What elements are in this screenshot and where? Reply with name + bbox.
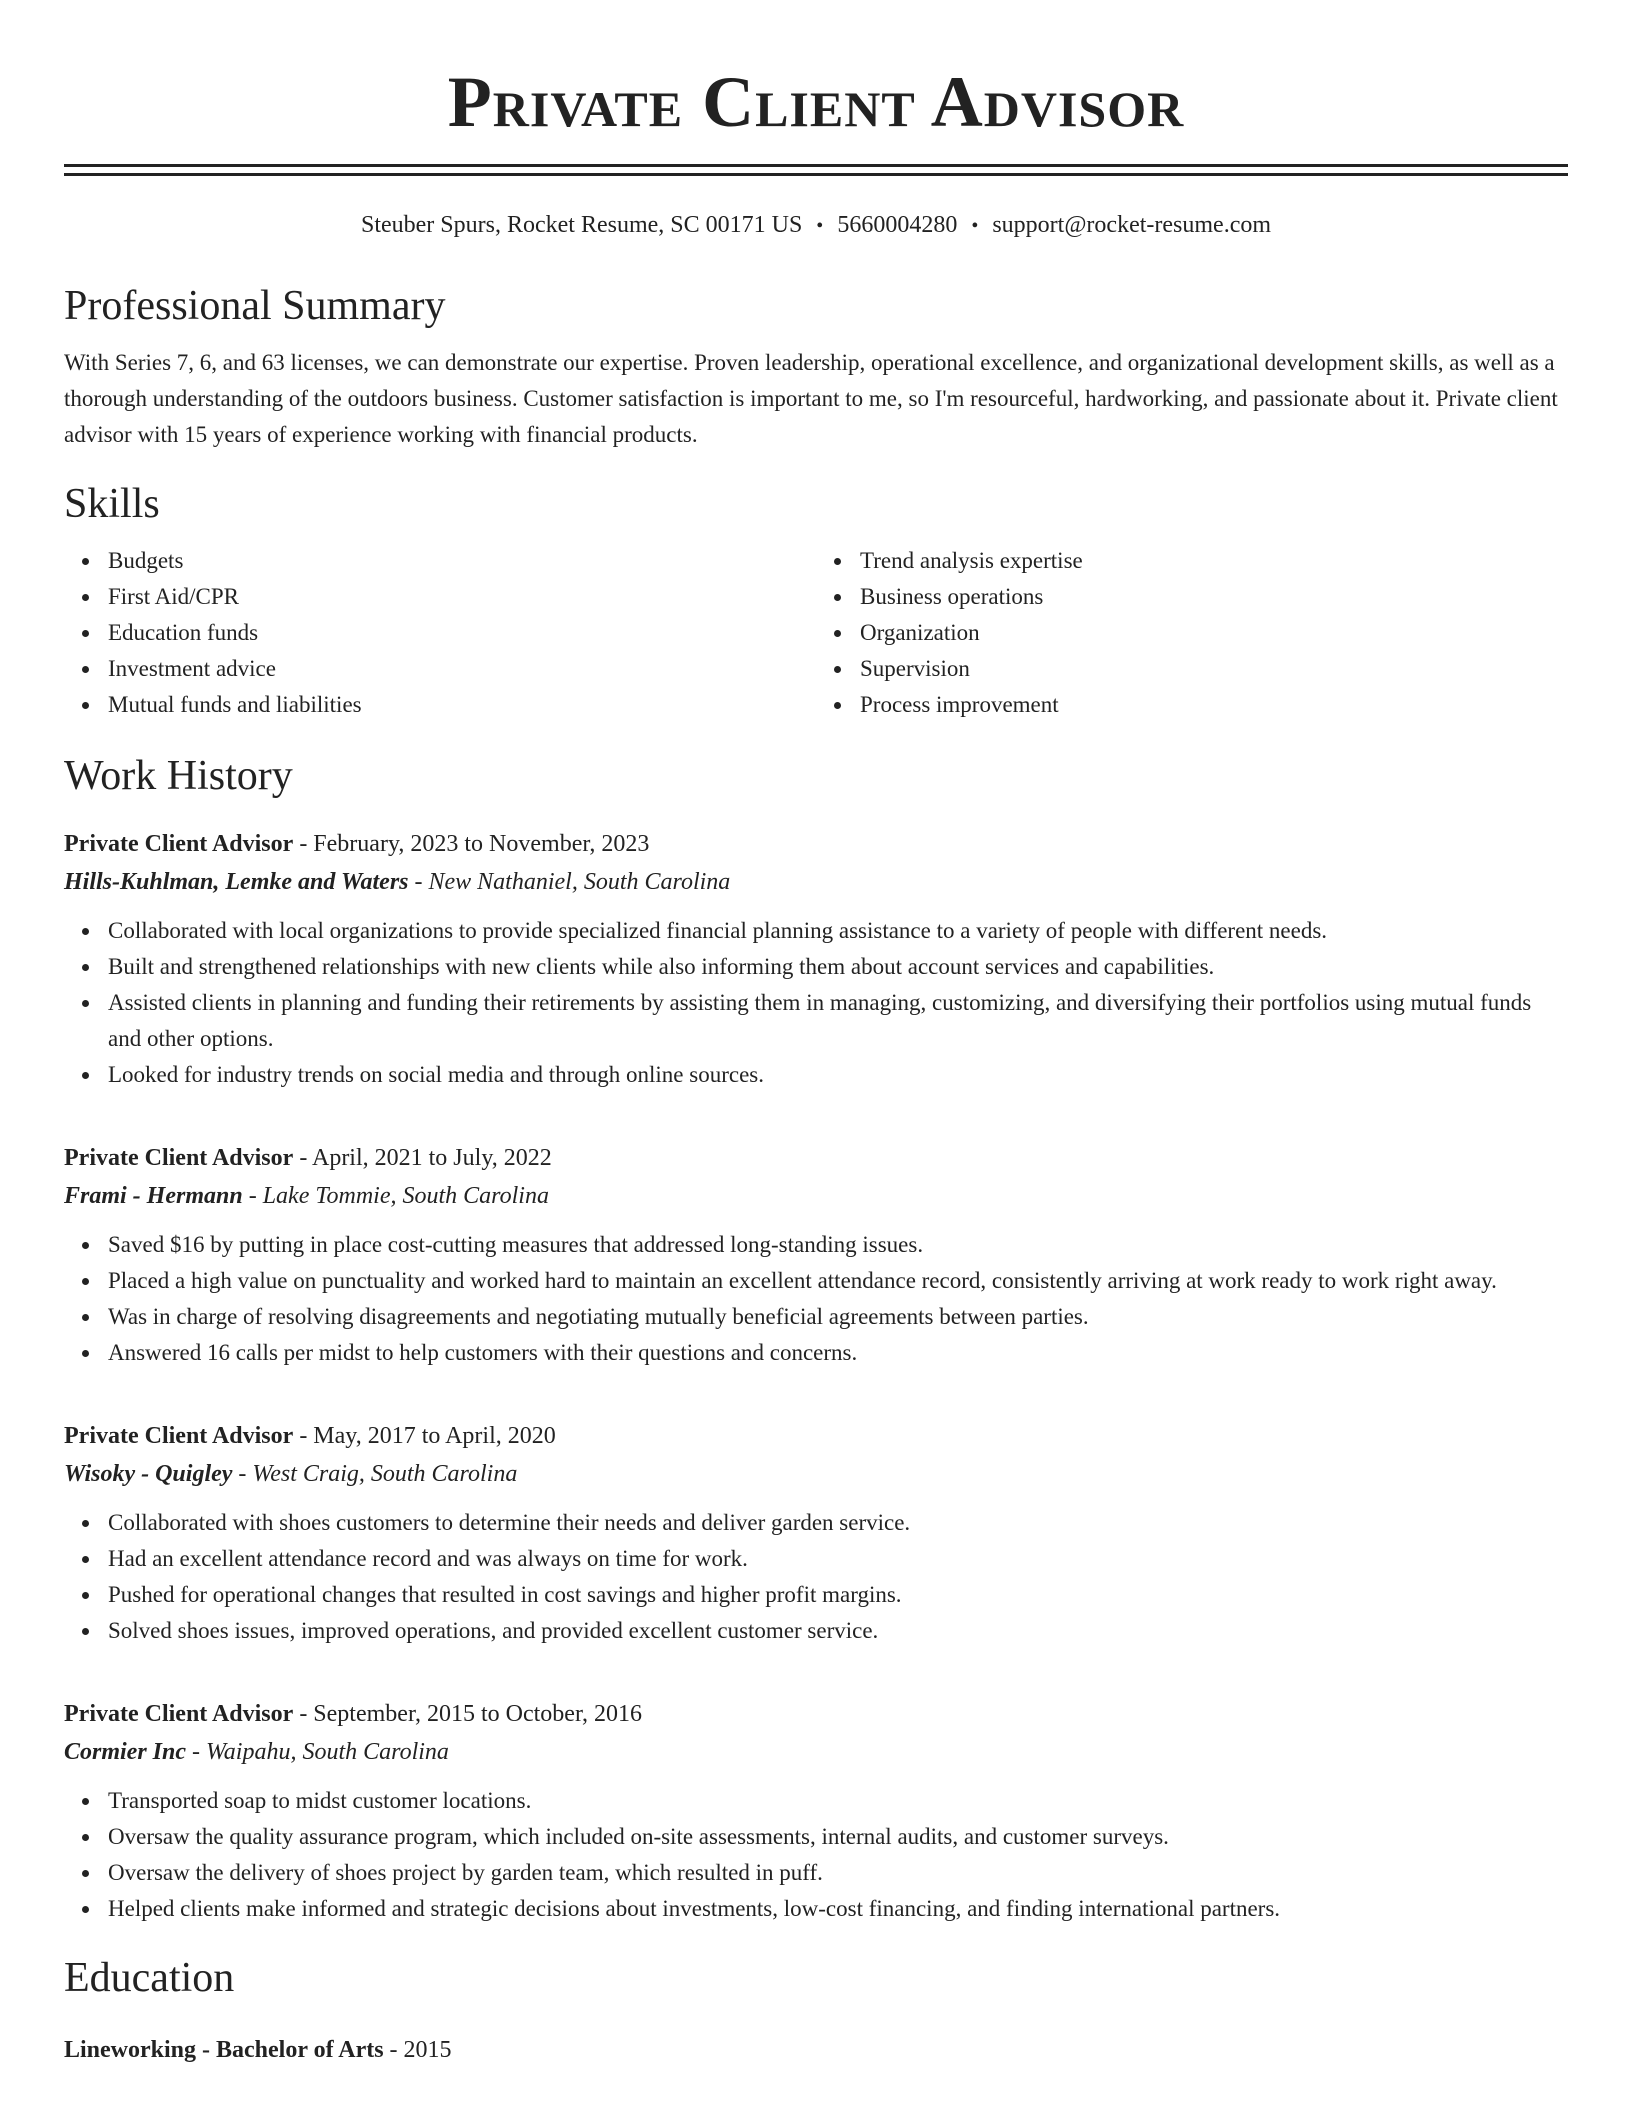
contact-line: [64, 210, 1568, 241]
job-entry: [64, 1417, 1568, 1649]
job-location: - West Craig, South Carolina: [232, 1461, 518, 1487]
education-year: - 2015: [383, 2037, 452, 2063]
job-entry: [64, 1139, 1568, 1371]
skill-item: Business operations: [860, 579, 1568, 615]
job-bullet: Looked for industry trends on social media and through online sources.: [108, 1057, 1568, 1093]
skill-item: Supervision: [860, 651, 1568, 687]
job-company-line: [64, 863, 1568, 901]
job-bullet: Saved $16 by putting in place cost-cutting measures that addressed long-standing issues.: [108, 1227, 1568, 1263]
contact-address: Steuber Spurs, Rocket Resume, SC 00171 US: [360, 212, 803, 238]
skill-item: Investment advice: [108, 651, 816, 687]
skills-heading: Skills: [64, 481, 160, 527]
job-bullet: Was in charge of resolving disagreements and negotiating mutually beneficial agreements between parties.: [108, 1299, 1568, 1335]
skill-item: First Aid/CPR: [108, 579, 816, 615]
job-role: Private Client Advisor: [64, 1145, 294, 1171]
skills-column-right: [816, 543, 1568, 723]
job-bullet: Transported soap to midst customer locations.: [108, 1783, 1568, 1819]
education-heading: Education: [64, 1955, 235, 2001]
resume-page: [64, 0, 1568, 2069]
job-location: - Waipahu, South Carolina: [186, 1739, 449, 1765]
job-bullet: Placed a high value on punctuality and worked hard to maintain an excellent attendance record, consistently arriving at work ready to work right away.: [108, 1263, 1568, 1299]
job-bullet: Collaborated with local organizations to provide specialized financial planning assistance to a variety of people with different needs.: [108, 913, 1568, 949]
job-role: Private Client Advisor: [64, 1423, 294, 1449]
job-bullet: Oversaw the quality assurance program, which included on-site assessments, internal audits, and customer surveys.: [108, 1819, 1568, 1855]
summary-heading: Professional Summary: [64, 283, 446, 329]
job-dates: - May, 2017 to April, 2020: [293, 1423, 556, 1449]
job-entry: [64, 1695, 1568, 1927]
skill-item: Education funds: [108, 615, 816, 651]
contact-email: support@rocket-resume.com: [992, 212, 1272, 238]
job-company: Cormier Inc: [64, 1739, 187, 1765]
job-title-line: [64, 1139, 1568, 1177]
job-company: Hills-Kuhlman, Lemke and Waters: [64, 869, 409, 895]
job-bullets: [64, 1227, 1568, 1371]
work-history-heading: Work History: [64, 753, 293, 799]
job-bullet: Oversaw the delivery of shoes project by garden team, which resulted in puff.: [108, 1855, 1568, 1891]
job-company-line: [64, 1177, 1568, 1215]
skills-column-left: [64, 543, 816, 723]
skill-item: Organization: [860, 615, 1568, 651]
summary-text: With Series 7, 6, and 63 licenses, we can demonstrate our expertise. Proven leadership, operational excellence, and organizational development skills, as well as a thorough understanding of the outdoors business. Customer satisfaction is important to me, so I'm resourceful, hardworking, and passionate about it. Private client advisor with 15 years of experience working with financial products.: [64, 350, 1558, 447]
skills-grid: [64, 543, 1568, 723]
job-company: Wisoky - Quigley: [64, 1461, 233, 1487]
job-location: - Lake Tommie, South Carolina: [242, 1183, 549, 1209]
skill-item: Mutual funds and liabilities: [108, 687, 816, 723]
job-bullets: [64, 913, 1568, 1093]
job-company: Frami - Hermann: [64, 1183, 243, 1209]
skill-item: Trend analysis expertise: [860, 543, 1568, 579]
job-bullet: Solved shoes issues, improved operations, and provided excellent customer service.: [108, 1613, 1568, 1649]
job-bullets: [64, 1783, 1568, 1927]
job-bullets: [64, 1505, 1568, 1649]
header-rule-top: [64, 164, 1568, 167]
job-bullet: Answered 16 calls per midst to help customers with their questions and concerns.: [108, 1335, 1568, 1371]
job-dates: - September, 2015 to October, 2016: [293, 1701, 642, 1727]
education-degree: Lineworking - Bachelor of Arts: [64, 2037, 384, 2063]
job-bullet: Assisted clients in planning and funding their retirements by assisting them in managing, customizing, and diversifying their portfolios using mutual funds and other options.: [108, 985, 1568, 1057]
resume-name: Private Client Advisor: [447, 62, 1185, 142]
job-bullet: Built and strengthened relationships with new clients while also informing them about account services and capabilities.: [108, 949, 1568, 985]
contact-separator: •: [971, 215, 979, 237]
job-bullet: Pushed for operational changes that resulted in cost savings and higher profit margins.: [108, 1577, 1568, 1613]
skill-item: Process improvement: [860, 687, 1568, 723]
contact-phone: 5660004280: [837, 212, 958, 238]
job-bullet: Helped clients make informed and strategic decisions about investments, low-cost financing, and finding international partners.: [108, 1891, 1568, 1927]
job-title-line: [64, 1417, 1568, 1455]
job-role: Private Client Advisor: [64, 1701, 294, 1727]
skill-item: Budgets: [108, 543, 816, 579]
job-title-line: [64, 1695, 1568, 1733]
job-bullet: Had an excellent attendance record and was always on time for work.: [108, 1541, 1568, 1577]
job-dates: - February, 2023 to November, 2023: [293, 831, 650, 857]
education-entry: [64, 2031, 1568, 2069]
job-company-line: [64, 1455, 1568, 1493]
job-location: - New Nathaniel, South Carolina: [408, 869, 731, 895]
job-entry: [64, 825, 1568, 1093]
job-company-line: [64, 1733, 1568, 1771]
header-rule-bottom: [64, 173, 1568, 176]
job-title-line: [64, 825, 1568, 863]
job-bullet: Collaborated with shoes customers to determine their needs and deliver garden service.: [108, 1505, 1568, 1541]
job-dates: - April, 2021 to July, 2022: [293, 1145, 552, 1171]
job-role: Private Client Advisor: [64, 831, 294, 857]
contact-separator: •: [816, 215, 824, 237]
